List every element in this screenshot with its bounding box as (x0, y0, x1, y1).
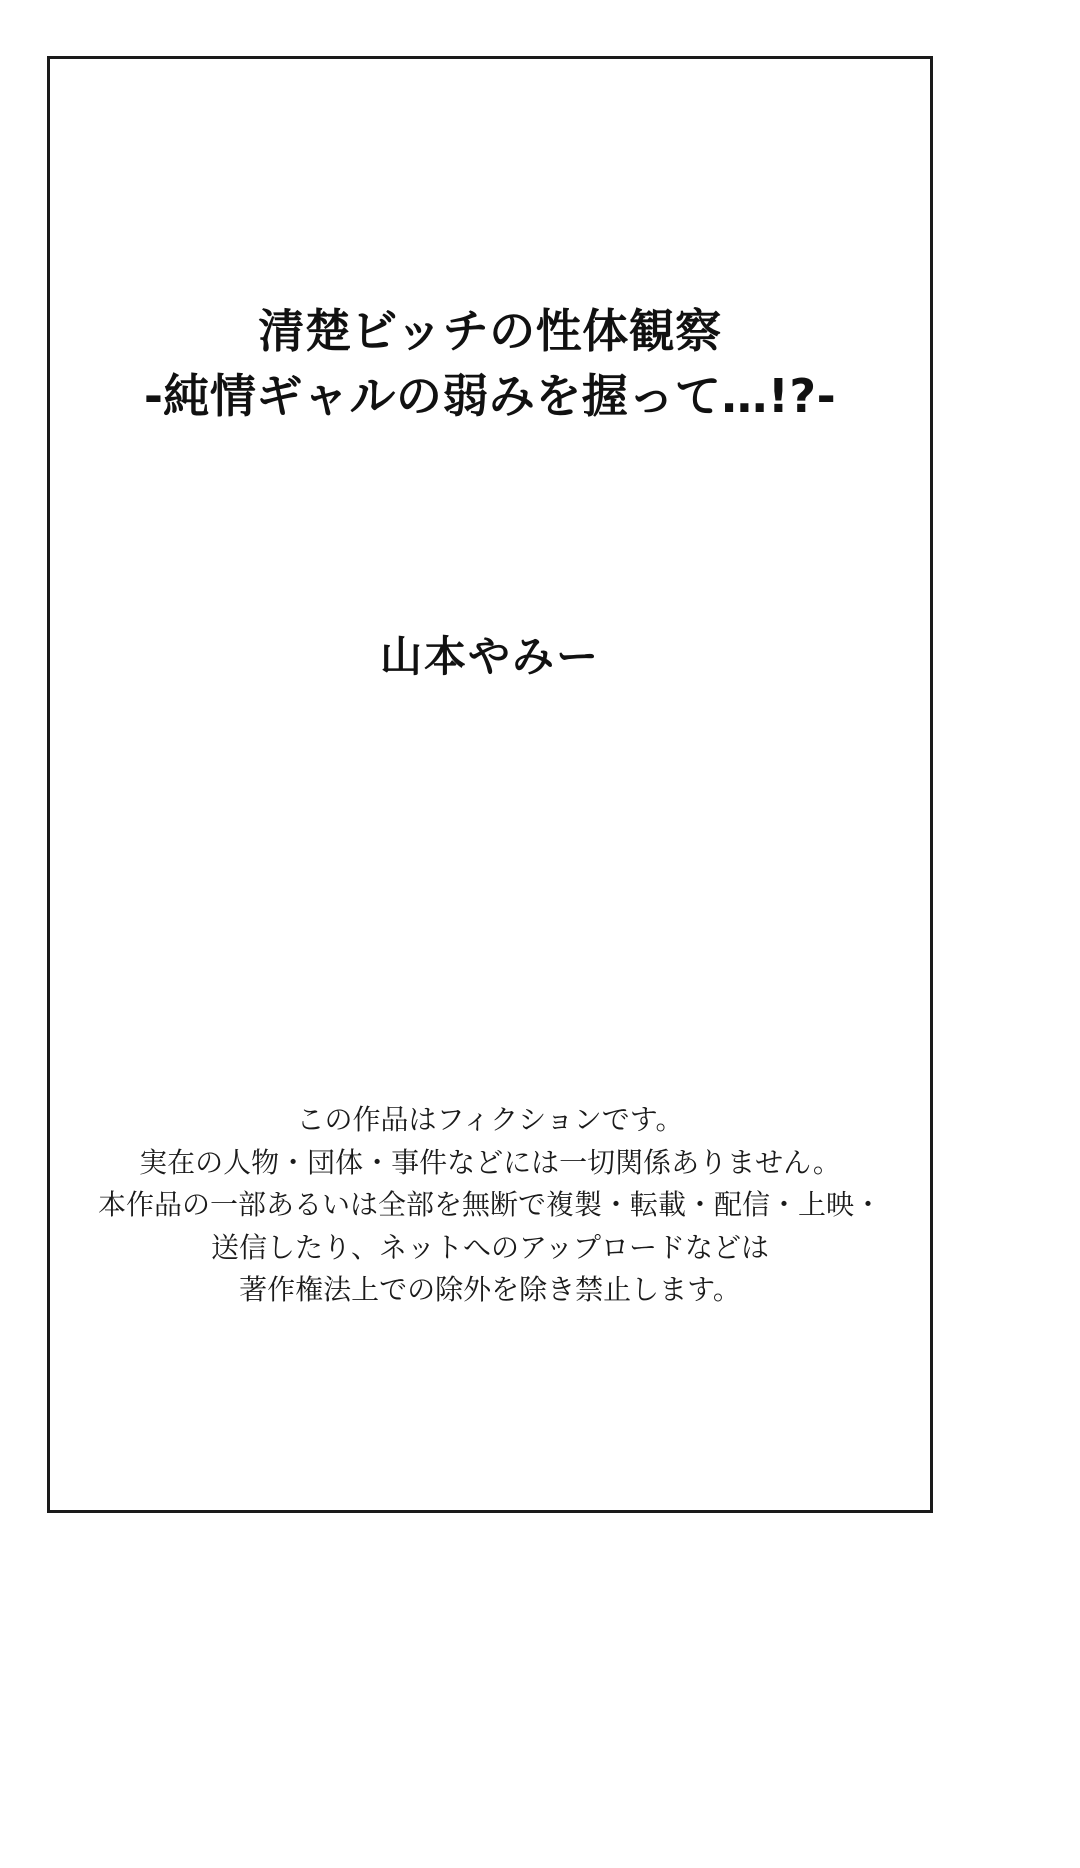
disclaimer-line-3: 本作品の一部あるいは全部を無断で複製・転載・配信・上映・ (97, 1188, 882, 1222)
page-title-line-2: -純情ギャルの弱みを握って…!?- (143, 369, 837, 424)
disclaimer-line-1: この作品はフィクションです。 (296, 1103, 684, 1136)
disclaimer-line-4: 送信したり、ネットへのアップロードなどは (210, 1230, 770, 1264)
disclaimer-block (50, 1099, 930, 1312)
page-border-frame (47, 56, 933, 1513)
disclaimer-line-2: 実在の人物・団体・事件などには一切関係ありません。 (139, 1145, 841, 1179)
disclaimer-line-5: 著作権法上での除外を除き禁止します。 (239, 1273, 741, 1307)
author-name: 山本やみー (379, 632, 600, 681)
page-title-line-1: 清楚ビッチの性体観察 (258, 304, 722, 358)
author-block (50, 624, 930, 684)
title-block (50, 299, 930, 430)
